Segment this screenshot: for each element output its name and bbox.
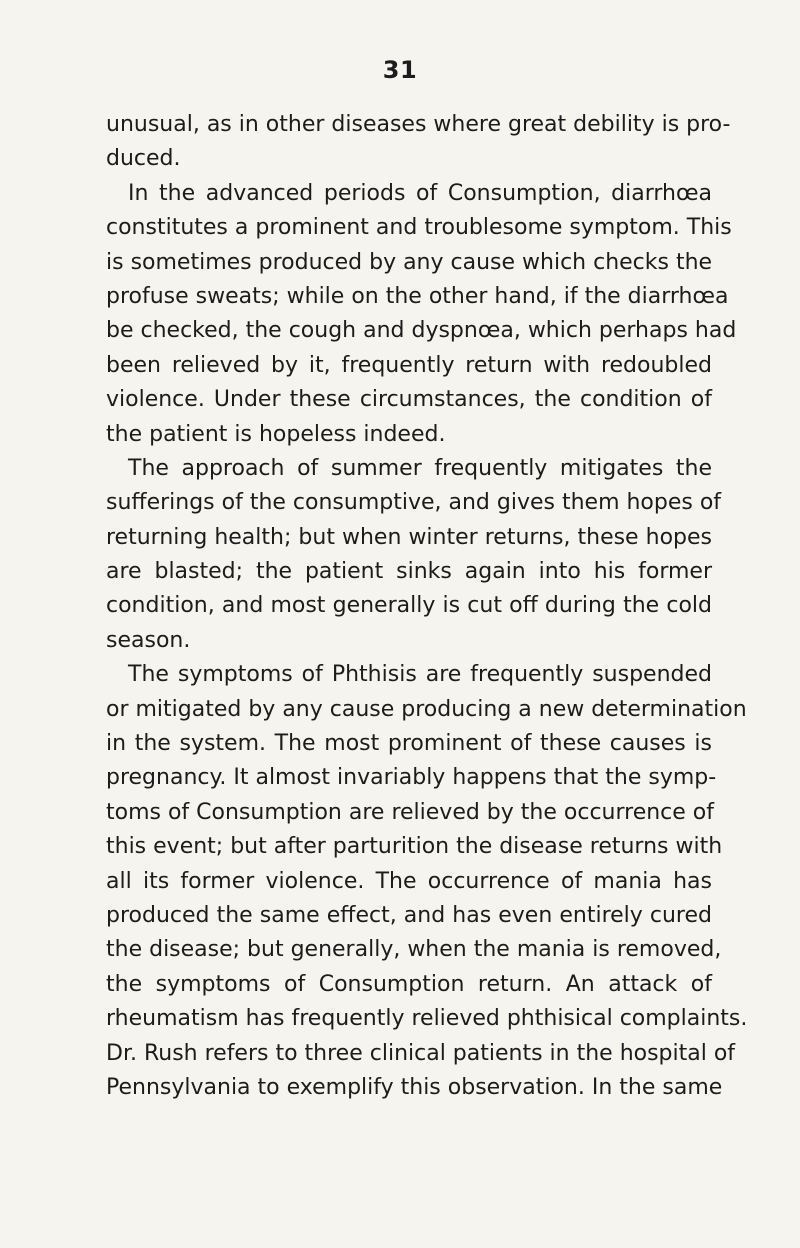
text-line: toms of Consumption are relieved by the occurrence of [106,799,715,825]
text-line: or mitigated by any cause producing a new determination [106,696,747,722]
text-line: is sometimes produced by any cause which checks the [106,249,713,275]
text-line: all its former violence. The occurrence of mania has [106,868,712,894]
text-line: season. [106,627,191,653]
text-line: pregnancy. It almost invariably happens that the symp- [106,765,717,791]
text-line: condition, and most generally is cut off during the cold [106,593,712,619]
text-line: Dr. Rush refers to three clinical patients in the hospital of [106,1040,736,1066]
text-line: the disease; but generally, when the mania is removed, [106,937,722,963]
text-line: sufferings of the consumptive, and gives them hopes of [106,490,722,516]
text-line: constitutes a prominent and troublesome symptom. This [106,215,732,241]
text-line: are blasted; the patient sinks again into his former [106,559,712,585]
text-line: in the system. The most prominent of these causes is [106,731,712,757]
text-line: been relieved by it, frequently return with redoubled [106,352,712,378]
text-line: the symptoms of Consumption return. An attack of [106,971,712,997]
body-text [106,108,748,1105]
text-line: returning health; but when winter returns, these hopes [106,524,712,550]
text-line: unusual, as in other diseases where great debility is pro- [106,112,731,137]
text-line: The symptoms of Phthisis are frequently suspended [128,662,712,688]
text-line: be checked, the cough and dyspnœa, which perhaps had [106,318,737,344]
text-line: In the advanced periods of Consumption, diarrhœa [128,180,712,206]
text-line: profuse sweats; while on the other hand, if the diarrhœa [106,283,729,309]
text-line: this event; but after parturition the disease returns with [106,834,723,860]
text-line: produced the same effect, and has even entirely cured [106,902,712,928]
text-line: duced. [106,146,181,172]
text-line: Pennsylvania to exemplify this observation. In the same [106,1074,723,1100]
text-line: rheumatism has frequently relieved phthisical complaints. [106,1006,748,1032]
text-line: the patient is hopeless indeed. [106,421,446,447]
text-line: violence. Under these circumstances, the condition of [106,387,712,413]
page-number: 31 [382,56,418,84]
text-line: The approach of summer frequently mitigates the [128,455,712,481]
